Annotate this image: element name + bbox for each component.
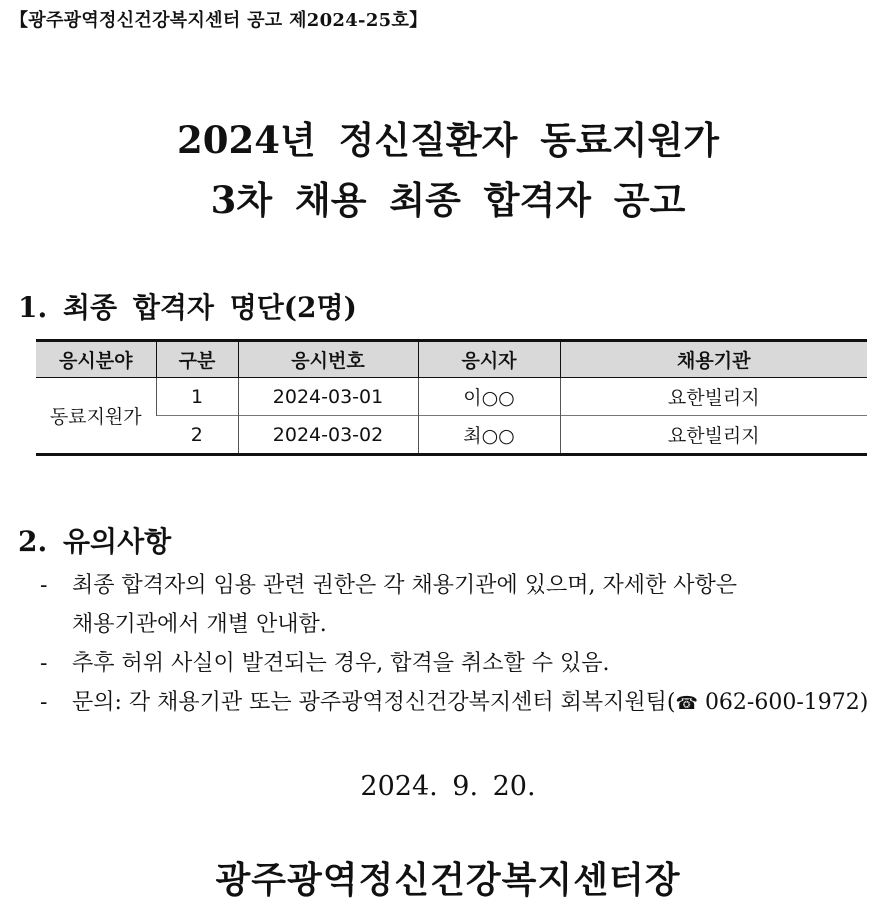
- header-no: 구분: [156, 341, 238, 378]
- note-text: 추후 허위 사실이 발견되는 경우, 합격을 취소할 수 있음.: [72, 651, 610, 676]
- cell-field: 동료지원가: [49, 406, 142, 428]
- phone-number: 062-600-1972): [704, 690, 869, 715]
- dash-marker: -: [40, 651, 48, 676]
- cell-agency: 요한빌리지: [560, 378, 867, 416]
- title-line-2: 3차 채용 최종 합격자 공고: [210, 178, 686, 222]
- final-results-table: [36, 339, 867, 456]
- cell-exam-number: 2024-03-01: [238, 378, 418, 416]
- list-item: [40, 683, 890, 723]
- notice-number: 【광주광역정신건강복지센터 공고 제2024-25호】: [10, 10, 428, 31]
- note-text: 채용기관에서 개별 안내함.: [72, 612, 327, 637]
- header-agency: 채용기관: [560, 341, 867, 378]
- list-item: [40, 644, 890, 683]
- cell-no: 1: [156, 378, 238, 416]
- header-field: 응시분야: [36, 341, 156, 378]
- header-exam-number: 응시번호: [238, 341, 418, 378]
- table-row: [36, 416, 867, 455]
- note-text: 최종 합격자의 임용 관련 권한은 각 채용기관에 있으며, 자세한 사항은: [72, 573, 737, 598]
- title-line-1: 2024년 정신질환자 동료지원가: [177, 118, 719, 162]
- notice-date: 2024. 9. 20.: [360, 771, 536, 802]
- list-item-continuation: [40, 605, 890, 644]
- telephone-icon: ☎: [675, 693, 698, 714]
- contact-text: 문의: 각 채용기관 또는 광주광역정신건강복지센터 회복지원팀(: [72, 690, 676, 715]
- signature-issuer: 광주광역정신건강복지센터장: [215, 859, 681, 901]
- section-2-heading: 2. 유의사항: [18, 525, 172, 558]
- cell-agency: 요한빌리지: [560, 416, 867, 455]
- list-item: [40, 566, 890, 605]
- note-text: [72, 683, 868, 723]
- cell-applicant: 이○○: [418, 378, 560, 416]
- dash-marker: -: [40, 573, 48, 598]
- cell-no: 2: [156, 416, 238, 455]
- section-1-heading: 1. 최종 합격자 명단(2명): [18, 291, 357, 324]
- dash-marker: -: [40, 690, 48, 715]
- header-applicant: 응시자: [418, 341, 560, 378]
- cell-exam-number: 2024-03-02: [238, 416, 418, 455]
- notes-list: [40, 566, 890, 723]
- table-row: [36, 378, 867, 416]
- table-header-row: [36, 341, 867, 378]
- cell-applicant: 최○○: [418, 416, 560, 455]
